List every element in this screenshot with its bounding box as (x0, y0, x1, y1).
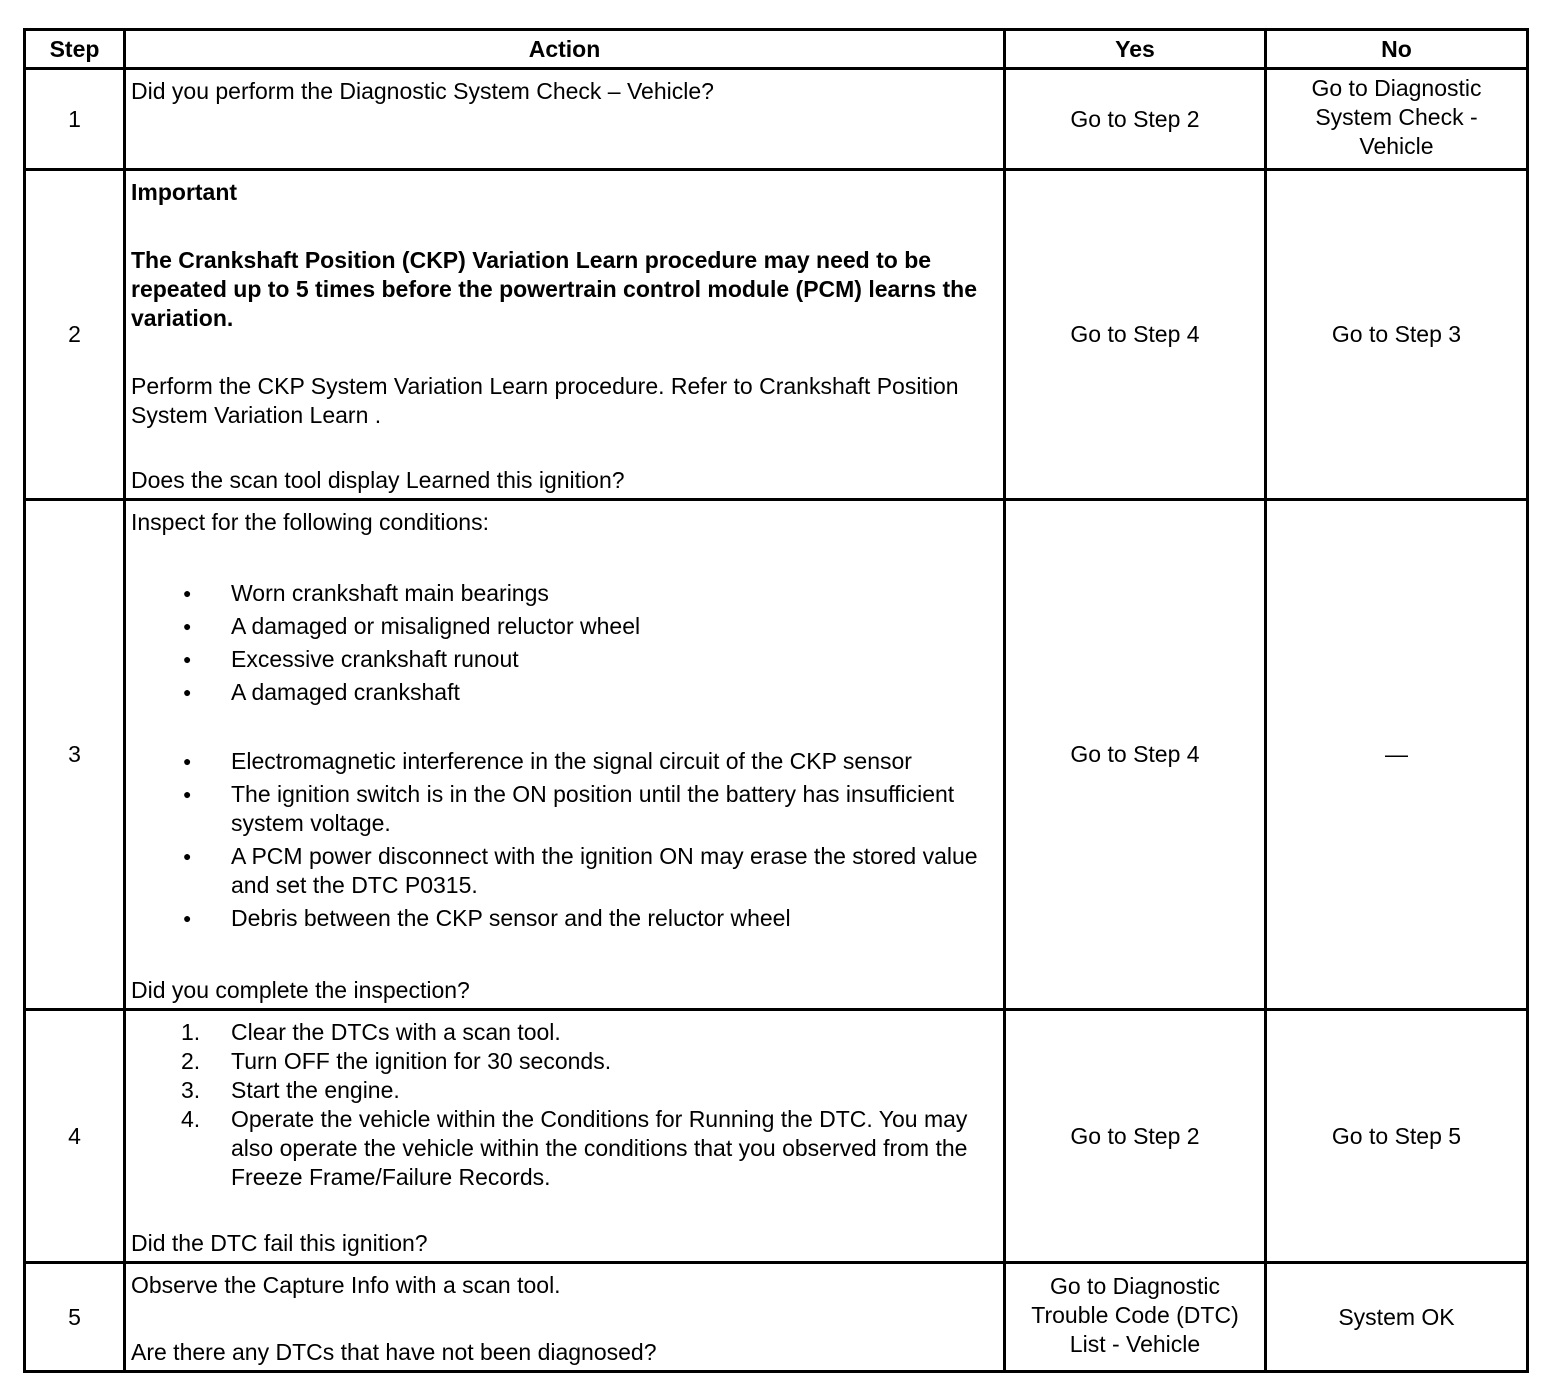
action-cell (125, 1263, 1005, 1372)
instruction-text: Perform the CKP System Variation Learn procedure. Refer to Crankshaft Position System Variation Learn . (131, 372, 959, 428)
item-text: Clear the DTCs with a scan tool. (231, 1018, 561, 1045)
header-action: Action (125, 30, 1005, 69)
intro-text: Inspect for the following conditions: (131, 508, 489, 535)
step-number: 4 (25, 1010, 125, 1263)
table-row (25, 170, 1528, 500)
yes-cell: Go to Step 2 (1005, 69, 1266, 170)
list-item: ● Excessive crankshaft runout (131, 645, 997, 674)
step-number: 3 (25, 500, 125, 1010)
step-number: 5 (25, 1263, 125, 1372)
question-text: Did the DTC fail this ignition? (131, 1229, 428, 1256)
list-item (131, 1018, 997, 1047)
list-item: ● Electromagnetic interference in the signal circuit of the CKP sensor (131, 747, 997, 776)
question-text: Does the scan tool display Learned this ignition? (131, 466, 625, 493)
action-cell (125, 1010, 1005, 1263)
yes-cell: Go to Diagnostic Trouble Code (DTC) List - Vehicle (1005, 1263, 1266, 1372)
header-no: No (1266, 30, 1528, 69)
conditions-list (131, 747, 997, 933)
header-yes: Yes (1005, 30, 1266, 69)
important-label: Important (131, 178, 238, 205)
diagnostic-table (23, 28, 1529, 1373)
item-number: 2. (181, 1047, 201, 1074)
yes-cell: Go to Step 2 (1005, 1010, 1266, 1263)
action-cell (125, 500, 1005, 1010)
list-item (131, 1076, 997, 1105)
conditions-list (131, 579, 997, 707)
list-item: ● A PCM power disconnect with the ignition ON may erase the stored value and set the DTC P0315. (131, 842, 997, 900)
item-number: 4. (181, 1105, 201, 1132)
no-cell: — (1266, 500, 1528, 1010)
item-number: 3. (181, 1076, 201, 1103)
yes-cell: Go to Step 4 (1005, 170, 1266, 500)
table-row (25, 1010, 1528, 1263)
item-number: 1. (181, 1018, 201, 1045)
item-text: Operate the vehicle within the Conditions for Running the DTC. You may also operate the vehicle within the conditions that you observed from the Freeze Frame/Failure Records. (231, 1105, 968, 1190)
list-item: ● The ignition switch is in the ON position until the battery has insufficient system voltage. (131, 780, 997, 838)
yes-cell: Go to Step 4 (1005, 500, 1266, 1010)
list-item: ● Debris between the CKP sensor and the reluctor wheel (131, 904, 997, 933)
no-cell: Go to Step 3 (1266, 170, 1528, 500)
action-cell (125, 170, 1005, 500)
procedure-list (131, 1018, 997, 1192)
question-text: Are there any DTCs that have not been diagnosed? (131, 1338, 657, 1365)
list-item (131, 1105, 997, 1192)
list-item: ● A damaged crankshaft (131, 678, 997, 707)
question-text: Did you perform the Diagnostic System Check – Vehicle? (131, 77, 714, 104)
important-text: The Crankshaft Position (CKP) Variation Learn procedure may need to be repeated up to 5 times before the powertrain control module (PCM) learns the variation. (131, 246, 978, 331)
instruction-text: Observe the Capture Info with a scan tool. (131, 1271, 561, 1298)
table-row (25, 69, 1528, 170)
list-item: ● A damaged or misaligned reluctor wheel (131, 612, 997, 641)
header-step: Step (25, 30, 125, 69)
list-item (131, 1047, 997, 1076)
question-text: Did you complete the inspection? (131, 976, 470, 1003)
list-item: ● Worn crankshaft main bearings (131, 579, 997, 608)
item-text: Start the engine. (231, 1076, 400, 1103)
step-number: 1 (25, 69, 125, 170)
no-cell: System OK (1266, 1263, 1528, 1372)
table-row (25, 500, 1528, 1010)
no-cell: Go to Diagnostic System Check - Vehicle (1266, 69, 1528, 170)
item-text: Turn OFF the ignition for 30 seconds. (231, 1047, 612, 1074)
action-cell (125, 69, 1005, 170)
no-cell: Go to Step 5 (1266, 1010, 1528, 1263)
header-row (25, 30, 1528, 69)
step-number: 2 (25, 170, 125, 500)
table-row (25, 1263, 1528, 1372)
